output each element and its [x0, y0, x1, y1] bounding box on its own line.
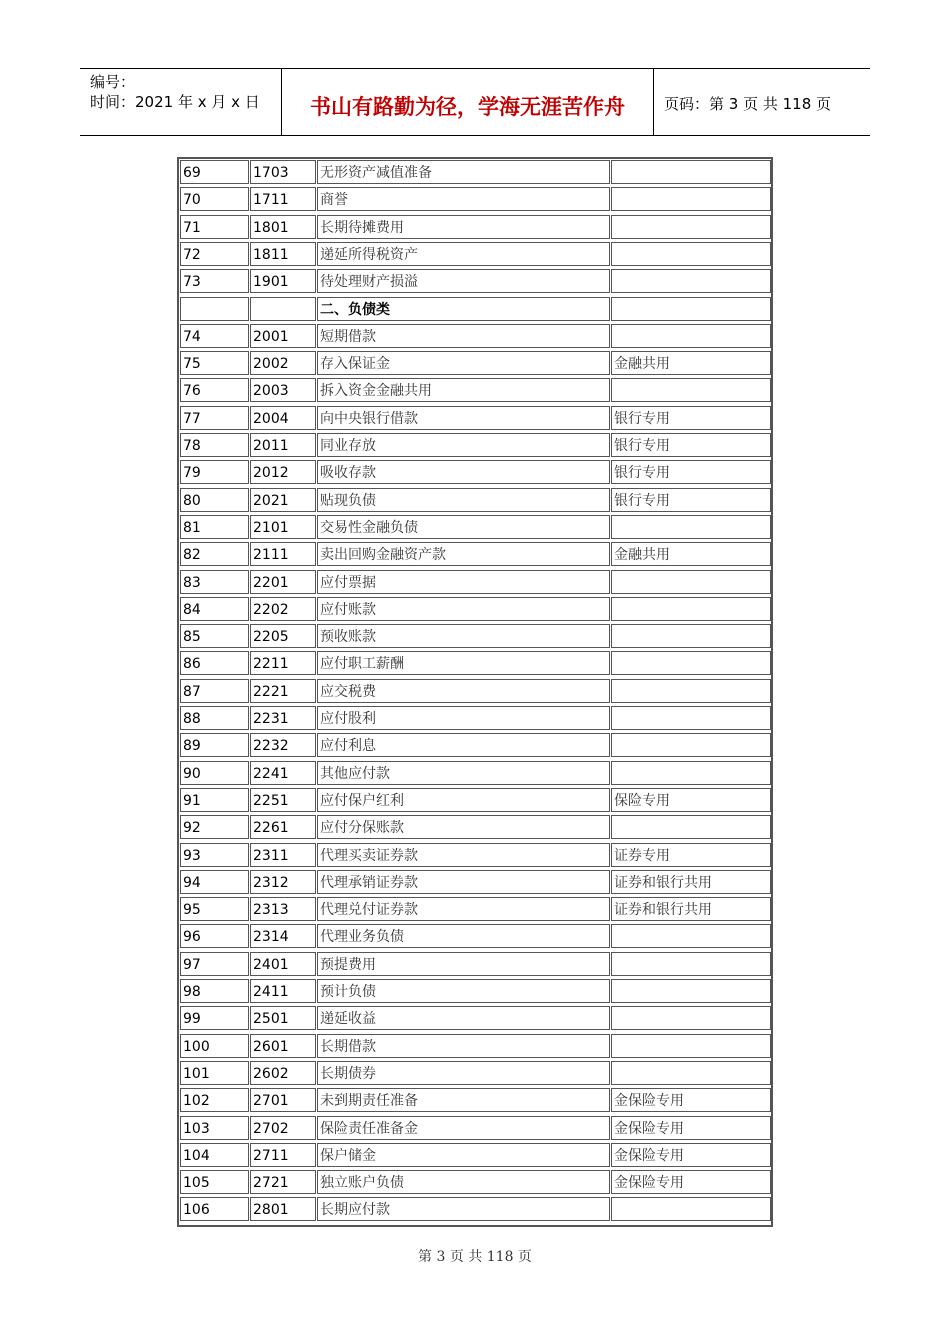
account-code-cell: 2201	[250, 570, 316, 594]
usage-note-cell	[611, 297, 771, 321]
row-number-cell: 87	[180, 679, 249, 703]
row-number-cell: 82	[180, 542, 249, 566]
account-name-cell: 交易性金融负债	[317, 515, 610, 539]
account-code-cell: 2111	[250, 542, 316, 566]
usage-note-cell	[611, 378, 771, 402]
row-number-cell: 69	[180, 160, 249, 184]
account-name-cell: 应付利息	[317, 733, 610, 757]
account-code-cell: 2001	[250, 324, 316, 348]
account-name-cell: 其他应付款	[317, 761, 610, 785]
account-code-cell: 2801	[250, 1197, 316, 1221]
row-number-cell: 86	[180, 651, 249, 675]
page-footer: 第 3 页 共 118 页	[418, 1249, 532, 1265]
usage-note-cell	[611, 624, 771, 648]
account-code-cell: 2211	[250, 651, 316, 675]
account-name-cell: 短期借款	[317, 324, 610, 348]
account-code-cell: 2261	[250, 815, 316, 839]
row-number-cell: 102	[180, 1088, 249, 1112]
account-code-cell: 2312	[250, 870, 316, 894]
account-name-cell: 应付票据	[317, 570, 610, 594]
account-name-cell: 同业存放	[317, 433, 610, 457]
row-number-cell: 85	[180, 624, 249, 648]
row-number-cell: 95	[180, 897, 249, 921]
usage-note-cell: 银行专用	[611, 460, 771, 484]
account-name-cell: 无形资产减值准备	[317, 160, 610, 184]
row-number-cell: 96	[180, 924, 249, 948]
account-name-cell: 卖出回购金融资产款	[317, 542, 610, 566]
usage-note-cell: 金保险专用	[611, 1143, 771, 1167]
usage-note-cell	[611, 679, 771, 703]
row-number-cell	[180, 297, 249, 321]
row-number-cell: 92	[180, 815, 249, 839]
account-name-cell: 保户储金	[317, 1143, 610, 1167]
account-name-cell: 预收账款	[317, 624, 610, 648]
account-name-cell: 递延所得税资产	[317, 242, 610, 266]
usage-note-cell	[611, 733, 771, 757]
account-code-cell: 1711	[250, 187, 316, 211]
account-name-cell: 预计负债	[317, 979, 610, 1003]
account-name-cell: 长期待摊费用	[317, 215, 610, 239]
usage-note-cell: 保险专用	[611, 788, 771, 812]
usage-note-cell	[611, 815, 771, 839]
row-number-cell: 97	[180, 952, 249, 976]
account-code-cell: 2101	[250, 515, 316, 539]
row-number-cell: 70	[180, 187, 249, 211]
usage-note-cell	[611, 924, 771, 948]
usage-note-cell	[611, 269, 771, 293]
account-code-cell: 1801	[250, 215, 316, 239]
account-name-cell: 代理买卖证券款	[317, 843, 610, 867]
header-motto-cell	[282, 69, 654, 135]
account-name-cell: 递延收益	[317, 1006, 610, 1030]
account-code-cell: 2231	[250, 706, 316, 730]
account-code-cell: 1703	[250, 160, 316, 184]
account-name-cell: 代理兑付证券款	[317, 897, 610, 921]
account-name-cell: 存入保证金	[317, 351, 610, 375]
row-number-cell: 94	[180, 870, 249, 894]
account-code-cell: 2205	[250, 624, 316, 648]
row-number-cell: 74	[180, 324, 249, 348]
account-code-cell: 2003	[250, 378, 316, 402]
usage-note-cell	[611, 979, 771, 1003]
usage-note-cell	[611, 706, 771, 730]
account-code-cell: 2011	[250, 433, 316, 457]
row-number-cell: 76	[180, 378, 249, 402]
usage-note-cell	[611, 570, 771, 594]
account-name-cell: 代理承销证券款	[317, 870, 610, 894]
usage-note-cell	[611, 515, 771, 539]
account-code-cell: 2241	[250, 761, 316, 785]
usage-note-cell: 金保险专用	[611, 1170, 771, 1194]
header-meta	[80, 69, 282, 135]
account-code-cell: 2701	[250, 1088, 316, 1112]
row-number-cell: 89	[180, 733, 249, 757]
row-number-cell: 73	[180, 269, 249, 293]
account-code-cell: 2401	[250, 952, 316, 976]
account-code-cell: 2501	[250, 1006, 316, 1030]
account-code-cell: 2602	[250, 1061, 316, 1085]
account-code-cell: 2251	[250, 788, 316, 812]
row-number-cell: 75	[180, 351, 249, 375]
usage-note-cell: 银行专用	[611, 488, 771, 512]
usage-note-cell	[611, 597, 771, 621]
account-code-cell: 1811	[250, 242, 316, 266]
account-code-cell: 2202	[250, 597, 316, 621]
account-code-table	[177, 157, 773, 1227]
account-name-cell: 长期债券	[317, 1061, 610, 1085]
row-number-cell: 79	[180, 460, 249, 484]
usage-note-cell	[611, 651, 771, 675]
account-code-cell: 2721	[250, 1170, 316, 1194]
account-code-cell: 2021	[250, 488, 316, 512]
account-name-cell: 长期应付款	[317, 1197, 610, 1221]
usage-note-cell	[611, 952, 771, 976]
header-page-number: 页码：第 3 页 共 118 页	[664, 95, 832, 113]
usage-note-cell: 银行专用	[611, 406, 771, 430]
usage-note-cell: 银行专用	[611, 433, 771, 457]
account-code-cell: 2702	[250, 1116, 316, 1140]
row-number-cell: 77	[180, 406, 249, 430]
row-number-cell: 103	[180, 1116, 249, 1140]
account-code-cell: 2313	[250, 897, 316, 921]
account-name-cell: 向中央银行借款	[317, 406, 610, 430]
row-number-cell: 83	[180, 570, 249, 594]
account-code-cell: 2711	[250, 1143, 316, 1167]
account-code-cell: 2601	[250, 1034, 316, 1058]
account-code-cell: 2221	[250, 679, 316, 703]
account-name-cell: 应付股利	[317, 706, 610, 730]
usage-note-cell	[611, 324, 771, 348]
row-number-cell: 98	[180, 979, 249, 1003]
usage-note-cell	[611, 1197, 771, 1221]
usage-note-cell: 证券专用	[611, 843, 771, 867]
account-name-cell: 独立账户负债	[317, 1170, 610, 1194]
document-date: 时间：2021 年 x 月 x 日	[90, 93, 260, 111]
document-number-label: 编号：	[90, 73, 136, 91]
usage-note-cell	[611, 215, 771, 239]
row-number-cell: 81	[180, 515, 249, 539]
row-number-cell: 104	[180, 1143, 249, 1167]
account-name-cell: 应付保户红利	[317, 788, 610, 812]
header-motto: 书山有路勤为径，学海无涯苦作舟	[310, 94, 625, 119]
account-code-cell: 2311	[250, 843, 316, 867]
account-code-cell: 2002	[250, 351, 316, 375]
account-name-cell: 应付账款	[317, 597, 610, 621]
row-number-cell: 80	[180, 488, 249, 512]
account-code-cell: 2004	[250, 406, 316, 430]
usage-note-cell: 金融共用	[611, 351, 771, 375]
account-name-cell: 未到期责任准备	[317, 1088, 610, 1112]
page-header	[80, 68, 870, 136]
usage-note-cell	[611, 761, 771, 785]
account-name-cell: 商誉	[317, 187, 610, 211]
account-name-cell: 拆入资金金融共用	[317, 378, 610, 402]
row-number-cell: 71	[180, 215, 249, 239]
row-number-cell: 90	[180, 761, 249, 785]
account-code-cell	[250, 297, 316, 321]
account-name-cell: 代理业务负债	[317, 924, 610, 948]
usage-note-cell: 证券和银行共用	[611, 897, 771, 921]
row-number-cell: 100	[180, 1034, 249, 1058]
row-number-cell: 105	[180, 1170, 249, 1194]
row-number-cell: 106	[180, 1197, 249, 1221]
row-number-cell: 78	[180, 433, 249, 457]
usage-note-cell	[611, 187, 771, 211]
usage-note-cell	[611, 1006, 771, 1030]
account-name-cell: 应交税费	[317, 679, 610, 703]
account-code-cell: 1901	[250, 269, 316, 293]
account-name-cell: 保险责任准备金	[317, 1116, 610, 1140]
usage-note-cell: 证券和银行共用	[611, 870, 771, 894]
row-number-cell: 88	[180, 706, 249, 730]
account-code-cell: 2314	[250, 924, 316, 948]
account-name-cell: 吸收存款	[317, 460, 610, 484]
account-name-cell: 预提费用	[317, 952, 610, 976]
account-name-cell: 贴现负债	[317, 488, 610, 512]
usage-note-cell	[611, 1034, 771, 1058]
account-name-cell: 待处理财产损溢	[317, 269, 610, 293]
usage-note-cell: 金保险专用	[611, 1088, 771, 1112]
account-name-cell: 二、负债类	[317, 297, 610, 321]
usage-note-cell	[611, 160, 771, 184]
header-page-cell	[654, 69, 870, 135]
row-number-cell: 101	[180, 1061, 249, 1085]
usage-note-cell	[611, 242, 771, 266]
usage-note-cell: 金融共用	[611, 542, 771, 566]
account-name-cell: 长期借款	[317, 1034, 610, 1058]
row-number-cell: 99	[180, 1006, 249, 1030]
usage-note-cell: 金保险专用	[611, 1116, 771, 1140]
row-number-cell: 84	[180, 597, 249, 621]
account-code-cell: 2411	[250, 979, 316, 1003]
usage-note-cell	[611, 1061, 771, 1085]
row-number-cell: 93	[180, 843, 249, 867]
account-name-cell: 应付职工薪酬	[317, 651, 610, 675]
account-code-cell: 2232	[250, 733, 316, 757]
account-code-cell: 2012	[250, 460, 316, 484]
row-number-cell: 72	[180, 242, 249, 266]
account-name-cell: 应付分保账款	[317, 815, 610, 839]
row-number-cell: 91	[180, 788, 249, 812]
